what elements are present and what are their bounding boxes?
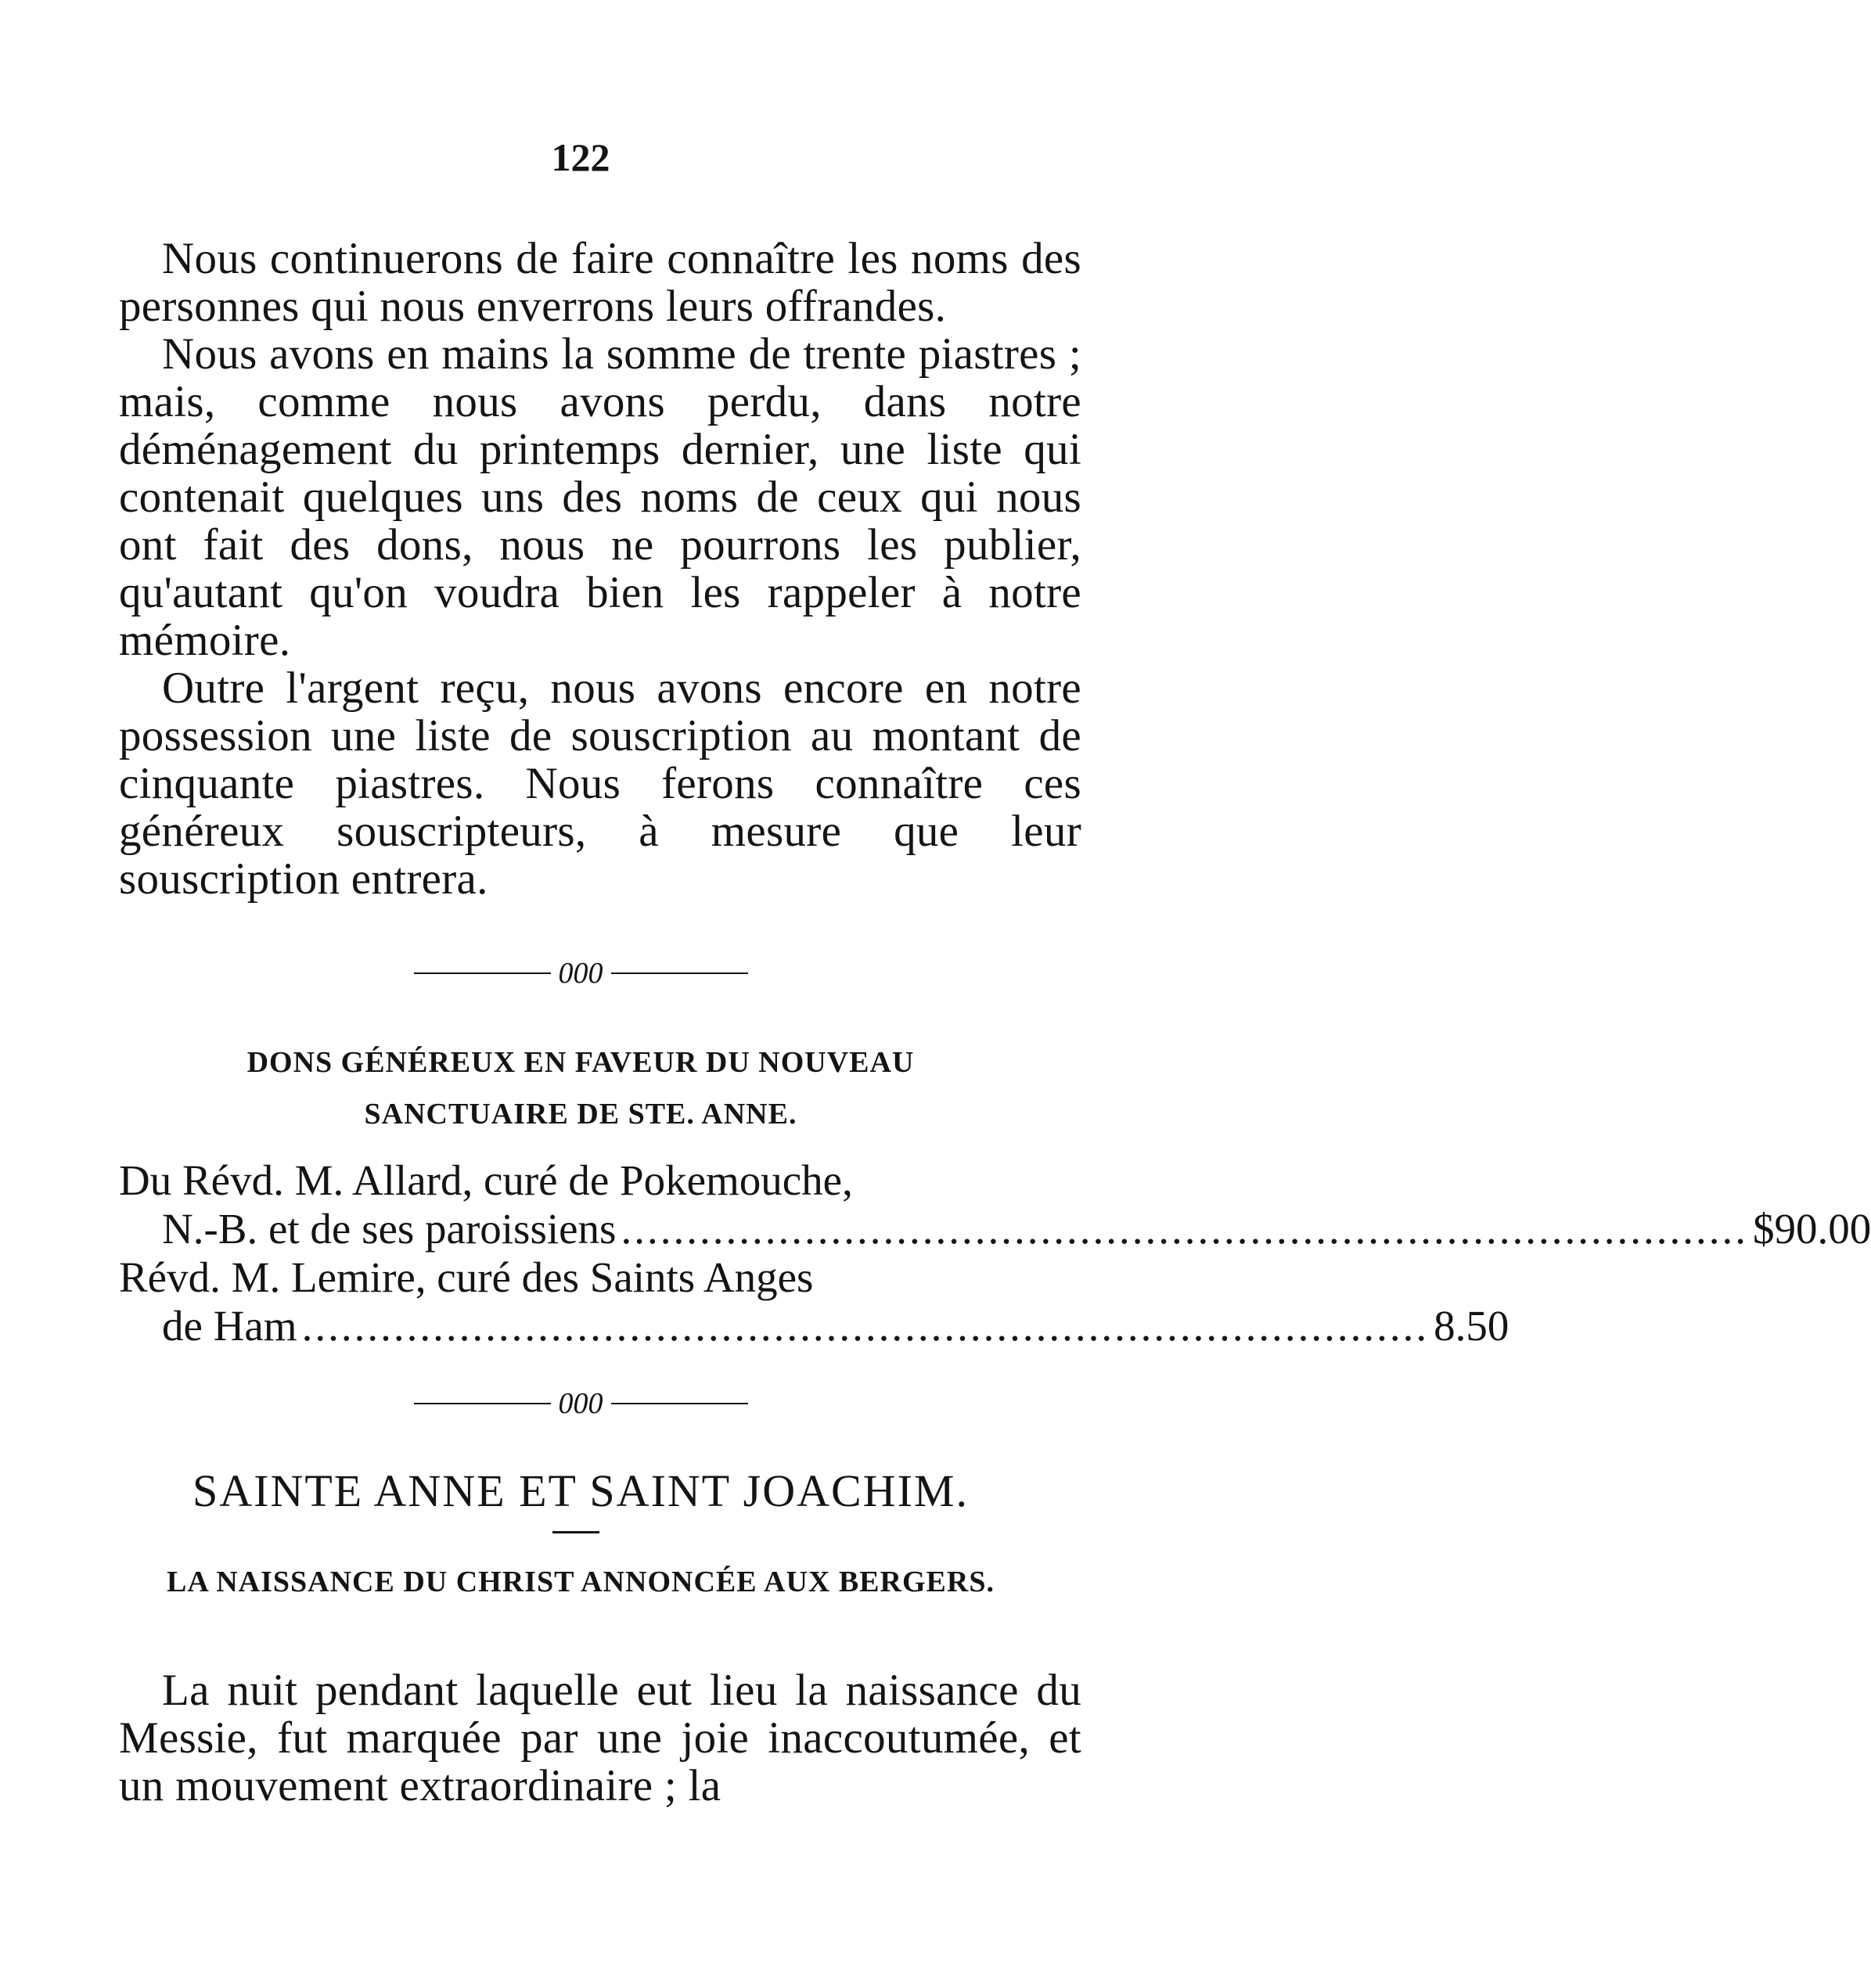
separator-rule [414,1403,551,1404]
paragraph-3: Outre l'argent reçu, nous avons encore en notre possession une liste de souscription au montant de cinquante piastres. Nous ferons connaître ces généreux souscripteurs, à mesure que leur souscription entrera. [119,663,1081,904]
separator-1 [0,956,1161,990]
paragraph-1: Nous continuerons de faire connaître les noms des personnes qui nous enverrons leurs offrandes. [119,234,1081,331]
donation-detail: de Ham [162,1302,297,1350]
separator-rule [611,1403,748,1404]
dot-leader: ...................................................................................... [301,1302,1430,1350]
donation-amount: $90.00 [1752,1205,1871,1253]
separator-2 [0,1386,1161,1421]
separator-rule [611,972,748,974]
dons-heading [0,1037,1161,1140]
dons-heading-line1: DONS GÉNÉREUX EN FAVEUR DU NOUVEAU [246,1046,915,1079]
separator-label: 000 [558,1387,603,1420]
dons-heading-line2: SANCTUAIRE DE STE. ANNE. [364,1098,797,1131]
section-subtitle: LA NAISSANCE DU CHRIST ANNONCÉE AUX BERGERS. [167,1566,995,1598]
closing-paragraph: La nuit pendant laquelle eut lieu la naissance du Messie, fut marquée par une joie inaccoutumée, et un mouvement extraordinaire ; la [119,1666,1081,1810]
donation-donor: Révd. M. Lemire, curé des Saints Anges [119,1253,814,1301]
paragraph-2: Nous avons en mains la somme de trente piastres ; mais, comme nous avons perdu, dans notre déménagement du printemps dernier, une liste qui contenait quelques uns des noms de ceux qui nous ont fait des dons, nous ne pourrons les publier, qu'autant qu'on voudra bien les rappeler à notre mémoire. [119,329,1081,665]
donation-entry [119,1253,1509,1350]
donation-detail: N.-B. et de ses paroissiens [162,1205,617,1253]
page-number: 122 [551,135,610,179]
donation-entry [119,1156,1871,1253]
closing-text [119,1666,1081,1810]
intro-text [119,235,1081,903]
separator-label: 000 [558,957,603,990]
separator-rule [414,972,551,974]
dot-leader: ...................................................................................... [621,1205,1748,1253]
section-title: SAINTE ANNE ET SAINT JOACHIM. [192,1465,969,1516]
donation-amount: 8.50 [1434,1302,1509,1350]
donation-donor: Du Révd. M. Allard, curé de Pokemouche, [119,1156,853,1204]
title-dash [552,1531,599,1533]
donation-list [119,1156,1871,1350]
